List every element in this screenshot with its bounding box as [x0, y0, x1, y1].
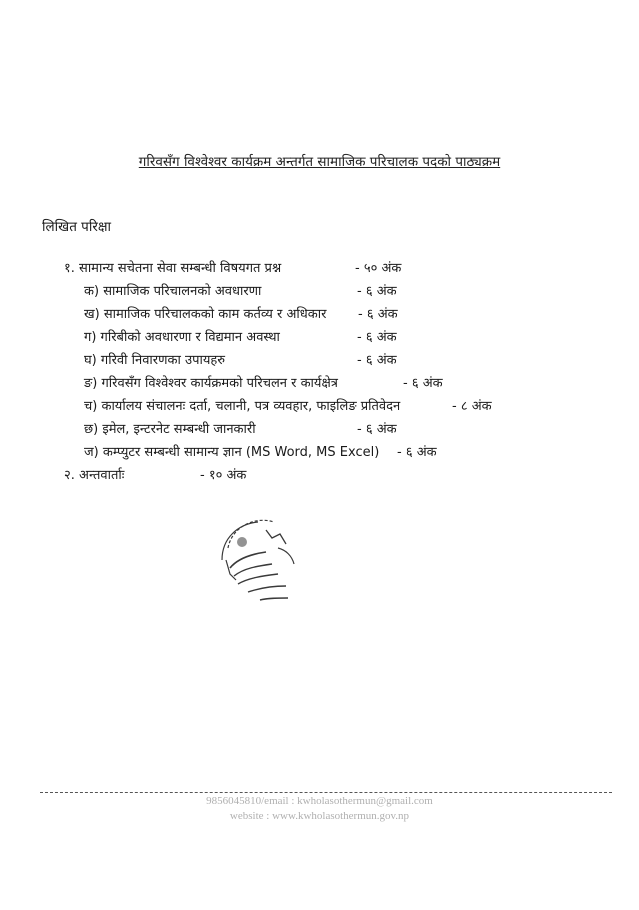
item-marks: - १० अंक — [200, 468, 247, 483]
list-item — [84, 396, 400, 414]
footer-contact: 9856045810/email : kwholasothermun@gmail.com — [206, 795, 433, 807]
list-item — [84, 281, 261, 299]
item-text: ग) गरिबीको अवधारणा र विद्यमान अवस्था — [84, 330, 280, 345]
item-text: ज) कम्प्युटर सम्बन्धी सामान्य ज्ञान (MS Word, MS Excel) — [84, 445, 380, 460]
item-text: घ) गरिवी निवारणका उपायहरु — [84, 353, 226, 368]
section-heading: लिखित परिक्षा — [42, 219, 112, 235]
item-text: २. अन्तवार्ताः — [64, 468, 125, 483]
page-title: गरिवसँग विश्वेश्वर कार्यक्रम अन्तर्गत सामाजिक परिचालक पदको पाठ्यक्रम — [138, 154, 501, 170]
item-marks: - ६ अंक — [357, 422, 397, 437]
office-seal-stamp — [208, 508, 312, 612]
list-item — [84, 304, 326, 322]
item-text: क) सामाजिक परिचालनको अवधारणा — [84, 284, 262, 299]
item-marks: - ६ अंक — [357, 353, 397, 368]
item-marks: - ८ अंक — [452, 399, 492, 414]
footer-website: website : www.kwholasothermun.gov.np — [229, 810, 410, 822]
list-item — [84, 373, 338, 391]
item-marks: - ६ अंक — [357, 330, 397, 345]
item-text: १. सामान्य सचेतना सेवा सम्बन्धी विषयगत प्रश्न — [64, 261, 282, 276]
item-text: छ) इमेल, इन्टरनेट सम्बन्धी जानकारी — [84, 422, 256, 437]
list-item — [84, 350, 225, 368]
item-text: च) कार्यालय संचालनः दर्ता, चलानी, पत्र व्यवहार, फाइलिङ प्रतिवेदन — [84, 399, 401, 414]
list-item — [84, 327, 280, 345]
list-item — [64, 465, 124, 483]
item-marks: - ६ अंक — [358, 307, 398, 322]
list-item — [84, 442, 379, 460]
item-marks: - ५० अंक — [355, 261, 402, 276]
item-marks: - ६ अंक — [357, 284, 397, 299]
item-marks: - ६ अंक — [403, 376, 443, 391]
item-text: ङ) गरिवसँग विश्वेश्वर कार्यक्रमको परिचलन र कार्यक्षेत्र — [84, 376, 338, 391]
footer-divider — [40, 792, 612, 793]
item-marks: - ६ अंक — [397, 445, 437, 460]
list-item — [64, 258, 281, 276]
list-item — [84, 419, 256, 437]
item-text: ख) सामाजिक परिचालकको काम कर्तव्य र अधिकार — [84, 307, 327, 322]
